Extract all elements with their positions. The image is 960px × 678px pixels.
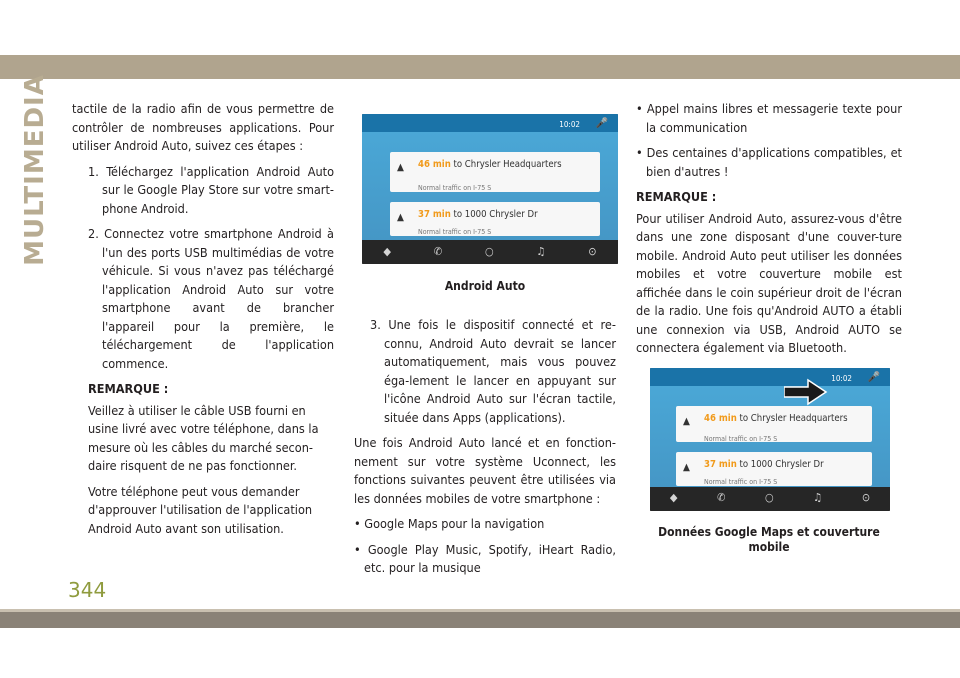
column-3 [636, 100, 902, 555]
navigation-icon: ◆ [383, 244, 392, 258]
status-bar [362, 114, 618, 132]
intro-text: tactile de la radio afin de vous permettre de contrôler de nombreuses applications. Pour utiliser Android Auto, suivez ces étapes : [72, 101, 334, 153]
bullet-music: • Google Play Music, Spotify, iHeart Radio, etc. pour la musique [354, 541, 616, 575]
status-bar [650, 368, 890, 386]
arrow-pointer-icon [784, 378, 828, 406]
route-2-title: 37 min to 1000 Chrysler Dr [704, 458, 824, 470]
home-icon: ○ [765, 491, 774, 505]
header-band [0, 55, 960, 79]
navigation-icon: ◆ [669, 491, 678, 505]
headphones-icon: ♫ [813, 491, 823, 505]
note-text-2: Votre téléphone peut vous demander d'approuver l'utilisation de l'application Android Auto avant son utilisation. [88, 483, 313, 536]
bullet-apps: • Des centaines d'applications compatibles, et bien d'autres ! [636, 145, 902, 179]
route-card-2 [390, 202, 600, 236]
route-1-traffic: Normal traffic on I-75 S [418, 184, 492, 192]
clock: 10:02 [559, 120, 580, 129]
figure-caption-coverage: Données Google Maps et couverture mobile [658, 524, 880, 554]
route-1-traffic: Normal traffic on I-75 S [704, 434, 778, 443]
android-auto-screenshot [362, 114, 618, 264]
exit-icon: ⊙ [588, 244, 597, 258]
phone-icon: ✆ [433, 244, 443, 258]
home-icon: ○ [485, 244, 494, 258]
route-2-traffic: Normal traffic on I-75 S [704, 477, 778, 486]
route-1-title: 46 min to Chrysler Headquarters [704, 412, 848, 424]
navigation-arrow-icon: ▲ [683, 461, 690, 473]
section-title: MULTIMEDIA [20, 74, 50, 266]
features-intro: Une fois Android Auto lancé et en fonction-nement sur votre système Uconnect, les fonctions suivantes peuvent être utilisées via les données mobiles de votre smartphone : [354, 435, 616, 506]
headphones-icon: ♫ [536, 244, 546, 258]
navigation-arrow-icon: ▲ [683, 415, 690, 427]
step-3: 3. Une fois le dispositif connecté et re-connu, Android Auto devrait se lancer automatiquement, mais vous pouvez éga-lement le lancer en appuyant sur l'icône Android Auto sur l'écran tactile, située dans Apps (applications). [370, 317, 616, 425]
clock: 10:02 [831, 373, 852, 383]
route-2-traffic: Normal traffic on I-75 S [418, 228, 492, 236]
navigation-arrow-icon: ▲ [397, 162, 404, 173]
route-card-1 [390, 152, 600, 192]
section-tab [20, 74, 50, 266]
bottom-dock [362, 240, 618, 264]
exit-icon: ⊙ [861, 491, 871, 505]
mic-icon: 🎤 [595, 118, 608, 129]
note-label-2: REMARQUE : [636, 189, 717, 204]
route-2-title: 37 min to 1000 Chrysler Dr [418, 209, 538, 220]
route-card-1 [676, 406, 872, 442]
note-label: REMARQUE : [88, 381, 169, 396]
phone-icon: ✆ [717, 491, 726, 505]
note-text-1: Veillez à utiliser le câble USB fourni en usine livré avec votre téléphone, dans la mesure où les câbles du marché secon-daire risquent de ne pas fonctionner. [88, 402, 319, 473]
figure-caption-android-auto: Android Auto [444, 279, 526, 293]
bullet-calls: • Appel mains libres et messagerie texte pour la communication [636, 101, 902, 135]
mobile-coverage-screenshot [650, 368, 890, 511]
step-2: 2. Connectez votre smartphone Android à l'un des ports USB multimédias de votre véhicule. Si vous n'avez pas téléchargé l'application Android Auto sur votre smartphone avant de brancher l'appareil pour la première, le téléchargement de l'application commence. [88, 226, 334, 371]
column-1 [72, 100, 334, 545]
route-1-title: 46 min to Chrysler Headquarters [418, 159, 562, 170]
mic-icon: 🎤 [867, 371, 880, 383]
column-2 [354, 100, 616, 585]
page-number: 344 [68, 578, 107, 602]
bullet-google-maps: • Google Maps pour la navigation [354, 516, 545, 531]
footer-bar [0, 612, 960, 628]
header-bar [0, 0, 960, 79]
navigation-arrow-icon: ▲ [397, 212, 404, 223]
note-text-3: Pour utiliser Android Auto, assurez-vous d'être dans une zone disposant d'une couver-ture mobile. Android Auto peut utiliser les données mobiles et votre couverture mobile est affichée dans le coin supérieur droit de l'écran de la radio. Une fois qu'Android AUTO a établi une connexion via USB, Android AUTO se connectera également via Bluetooth. [636, 210, 902, 355]
step-1: 1. Téléchargez l'application Android Auto sur le Google Play Store sur votre smart-phone Android. [88, 163, 334, 216]
bottom-dock [650, 487, 890, 511]
route-card-2 [676, 452, 872, 486]
